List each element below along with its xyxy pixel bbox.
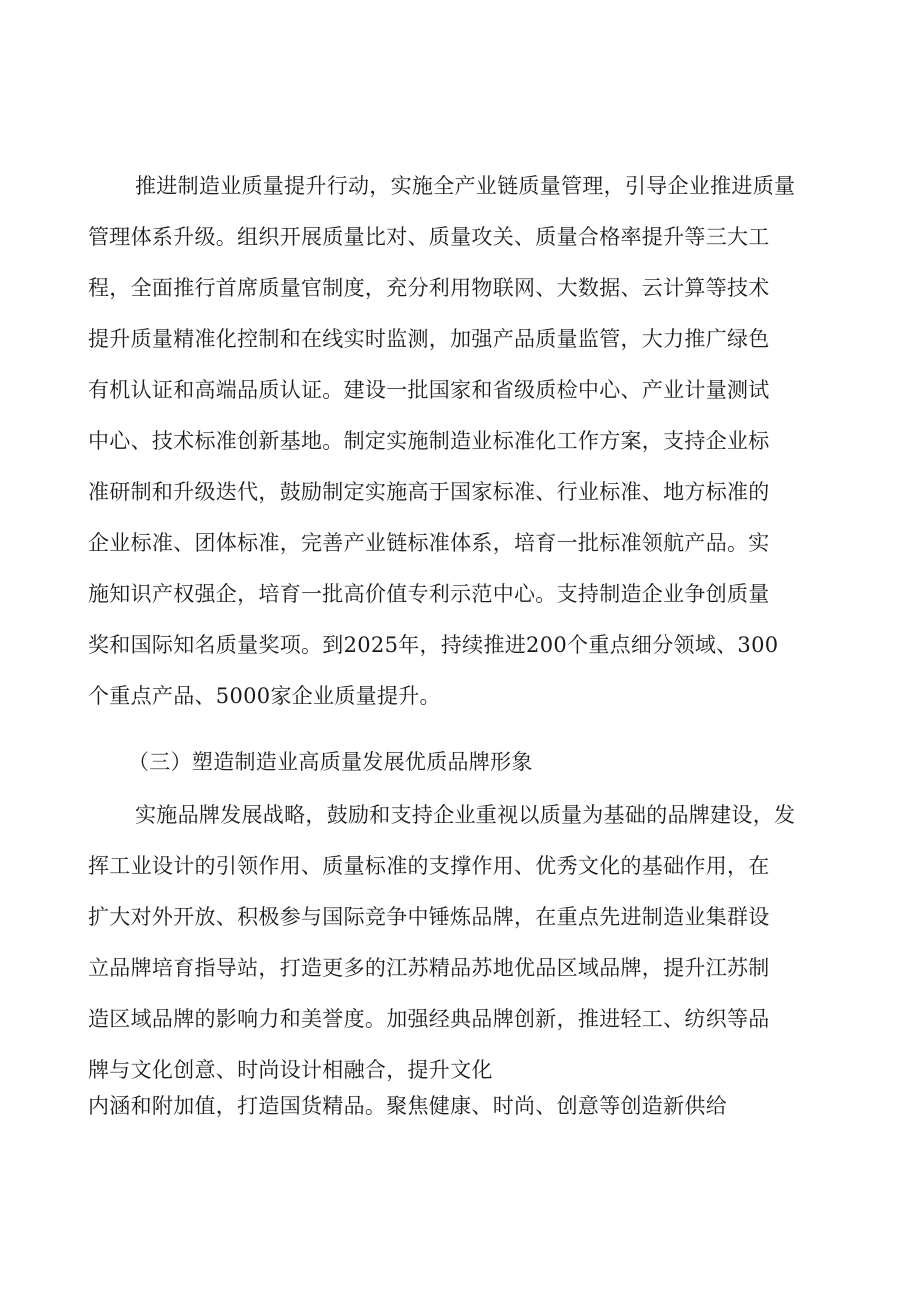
text-line: 挥工业设计的引领作用、质量标准的支撑作用、优秀文化的基础作用，在 — [88, 854, 770, 878]
text-line: 程，全面推行首席质量官制度，充分利用物联网、大数据、云计算等技术 — [88, 276, 770, 300]
text-line: 实施品牌发展战略，鼓励和支持企业重视以质量为基础的品牌建设，发 — [135, 803, 796, 827]
text-line: 推进制造业质量提升行动，实施全产业链质量管理，引导企业推进质量 — [135, 174, 796, 198]
text-line: 企业标准、团体标准，完善产业链标准体系，培育一批标准领航产品。实 — [88, 531, 770, 555]
text-line: 牌与文化创意、时尚设计相融合，提升文化 — [88, 1058, 493, 1082]
text-line: 内涵和附加值，打造国货精品。聚焦健康、时尚、创意等创造新供给 — [88, 1094, 727, 1118]
text-line: 管理体系升级。组织开展质量比对、质量攻关、质量合格率提升等三大工 — [88, 225, 770, 249]
text-line: 中心、技术标准创新基地。制定实施制造业标准化工作方案，支持企业标 — [88, 429, 770, 453]
text-line: 立品牌培育指导站，打造更多的江苏精品苏地优品区域品牌，提升江苏制 — [88, 956, 770, 980]
text-line: 个重点产品、5000家企业质量提升。 — [88, 684, 441, 708]
section-heading: （三）塑造制造业高质量发展优质品牌形象 — [128, 750, 533, 774]
text-line: 扩大对外开放、积极参与国际竞争中锤炼品牌，在重点先进制造业集群设 — [88, 905, 770, 929]
text-line: 奖和国际知名质量奖项。到2025年，持续推进200个重点细分领域、300 — [88, 633, 779, 657]
text-line: 提升质量精准化控制和在线实时监测，加强产品质量监管，大力推广绿色 — [88, 327, 770, 351]
text-line: 造区域品牌的影响力和美誉度。加强经典品牌创新，推进轻工、纺织等品 — [88, 1007, 770, 1031]
text-line: 施知识产权强企，培育一批高价值专利示范中心。支持制造企业争创质量 — [88, 582, 770, 606]
text-line: 准研制和升级迭代，鼓励制定实施高于国家标准、行业标准、地方标准的 — [88, 480, 770, 504]
text-line: 有机认证和高端品质认证。建设一批国家和省级质检中心、产业计量测试 — [88, 378, 770, 402]
